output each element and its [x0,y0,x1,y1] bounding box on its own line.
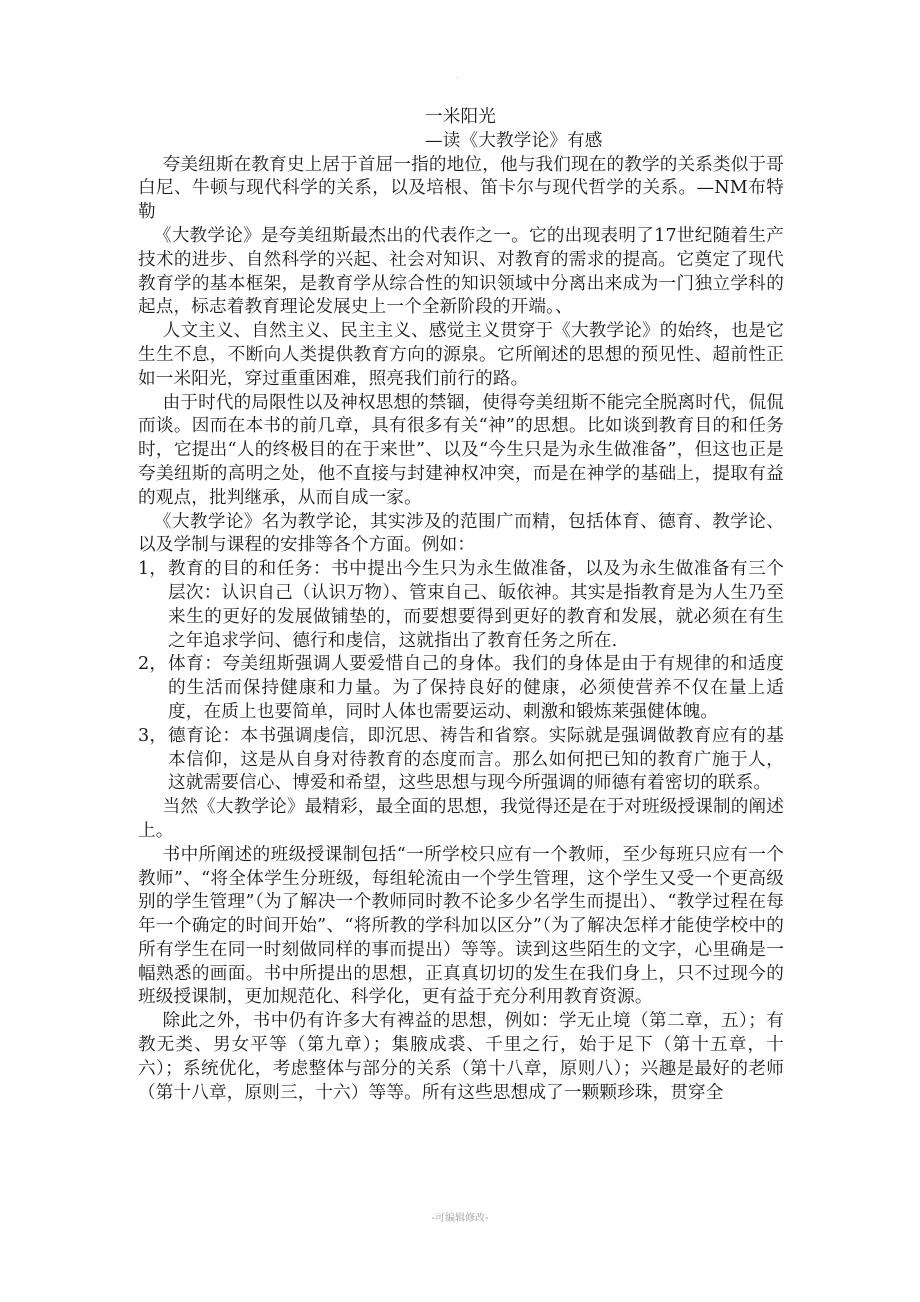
closing-paragraph-2: 书中所阐述的班级授课制包括“一所学校只应有一个教师，至少每班只应有一个教师”、“将全体学生分班级，每组轮流由一个学生管理，这个学生又受一个更高级别的学生管理”（为了解决一个教师同时教不论多少名学生而提出）、“教学过程在每年一个确定的时间开始”、“将所教的学科加以区分”（为了解决怎样才能使学校中的所有学生在同一时刻做同样的事而提出）等等。读到这些陌生的文字，心里确是一幅熟悉的画面。书中所提出的思想，正真真切切的发生在我们身上，只不过现今的班级授课制，更加规范化、科学化，更有益于充分利用教育资源。 [138,844,784,1008]
list-number: 1， [138,559,168,580]
paragraph-4: 《大教学论》名为教学论，其实涉及的范围广而精，包括体育、德育、教学论、以及学制与课程的安排等各个方面。例如： [138,511,784,556]
list-item-3 [138,725,784,796]
page-footer: -可编辑修改- [431,1213,489,1224]
list-text: 德育论：本书强调虔信，即沉思、祷告和省察。实际就是强调做教育应有的基本信仰，这是从自身对待教育的态度而言。那么如何把已知的教育广施于人，这就需要信心、博爱和希望，这些思想与现今所强调的师德有着密切的联系。 [168,725,784,794]
document-subtitle: —读《大教学论》有感 [425,130,603,151]
page-mark: . [456,70,460,81]
list-number: 3， [138,725,168,746]
list-text: 体育：夸美纽斯强调人要爱惜自己的身体。我们的身体是由于有规律的和适度的生活而保持健康和力量。为了保持良好的健康，必须使营养不仅在量上适度，在质上也要简单，同时人体也需要运动、刺激和锻炼莱强健体魄。 [168,654,784,722]
list-item-2 [138,653,784,724]
document-title: 一米阳光 [425,107,496,127]
epigraph-quote: 夸美纽斯在教育史上居于首屈一指的地位，他与我们现在的教学的关系类似于哥白尼、牛顿与现代科学的关系，以及培根、笛卡尔与现代哲学的关系。—NM布特勒 [138,154,785,223]
list-text: 教育的目的和任务：书中提出今生只为永生做准备，以及为永生做准备有三个层次：认识自己（认识万物）、管束自己、皈依神。其实是指教育是为人生乃至来生的更好的发展做铺垫的，而要想要得到更好的教育和发展，就必须在有生之年追求学问、德行和虔信，这就指出了教育任务之所在. [168,559,784,651]
document-body [138,106,784,1105]
closing-paragraph-1: 当然《大教学论》最精彩，最全面的思想，我觉得还是在于对班级授课制的阐述上。 [138,797,784,841]
paragraph-2: 人文主义、自然主义、民主主义、感觉主义贯穿于《大教学论》的始终，也是它生生不息，不断向人类提供教育方向的源泉。它所阐述的思想的预见性、超前性正如一米阳光，穿过重重困难，照亮我们前行的路。 [138,321,784,389]
paragraph-1: 《大教学论》是夸美纽斯最杰出的代表作之一。它的出现表明了17世纪随着生产技术的进步、自然科学的兴起、社会对知识、对教育的需求的提高。它奠定了现代教育学的基本框架，是教育学从综合性的知识领域中分离出来成为一门独立学科的起点，标志着教育理论发展史上一个全新阶段的开端。、 [138,225,784,318]
paragraph-3: 由于时代的局限性以及神权思想的禁锢，使得夸美纽斯不能完全脱离时代，侃侃而谈。因而在本书的前几章，具有很多有关“神”的思想。比如谈到教育目的和任务时，它提出“人的终极目的在于来世”、以及“今生只是为永生做准备”，但这也正是夸美纽斯的高明之处，他不直接与封建神权冲突，而是在神学的基础上，提取有益的观点，批判继承，从而自成一家。 [138,392,784,508]
list-number: 2， [138,654,168,675]
list-item-1 [138,558,784,653]
closing-paragraph-3: 除此之外，书中仍有许多大有裨益的思想，例如：学无止境（第二章，五）；有教无类、男女平等（第九章）；集腋成裘、千里之行，始于足下（第十五章，十六）；系统优化，考虑整体与部分的关系（第十八章，原则八）；兴趣是最好的老师（第十八章，原则三，十六）等等。所有这些思想成了一颗颗珍珠，贯穿全 [138,1011,784,1103]
